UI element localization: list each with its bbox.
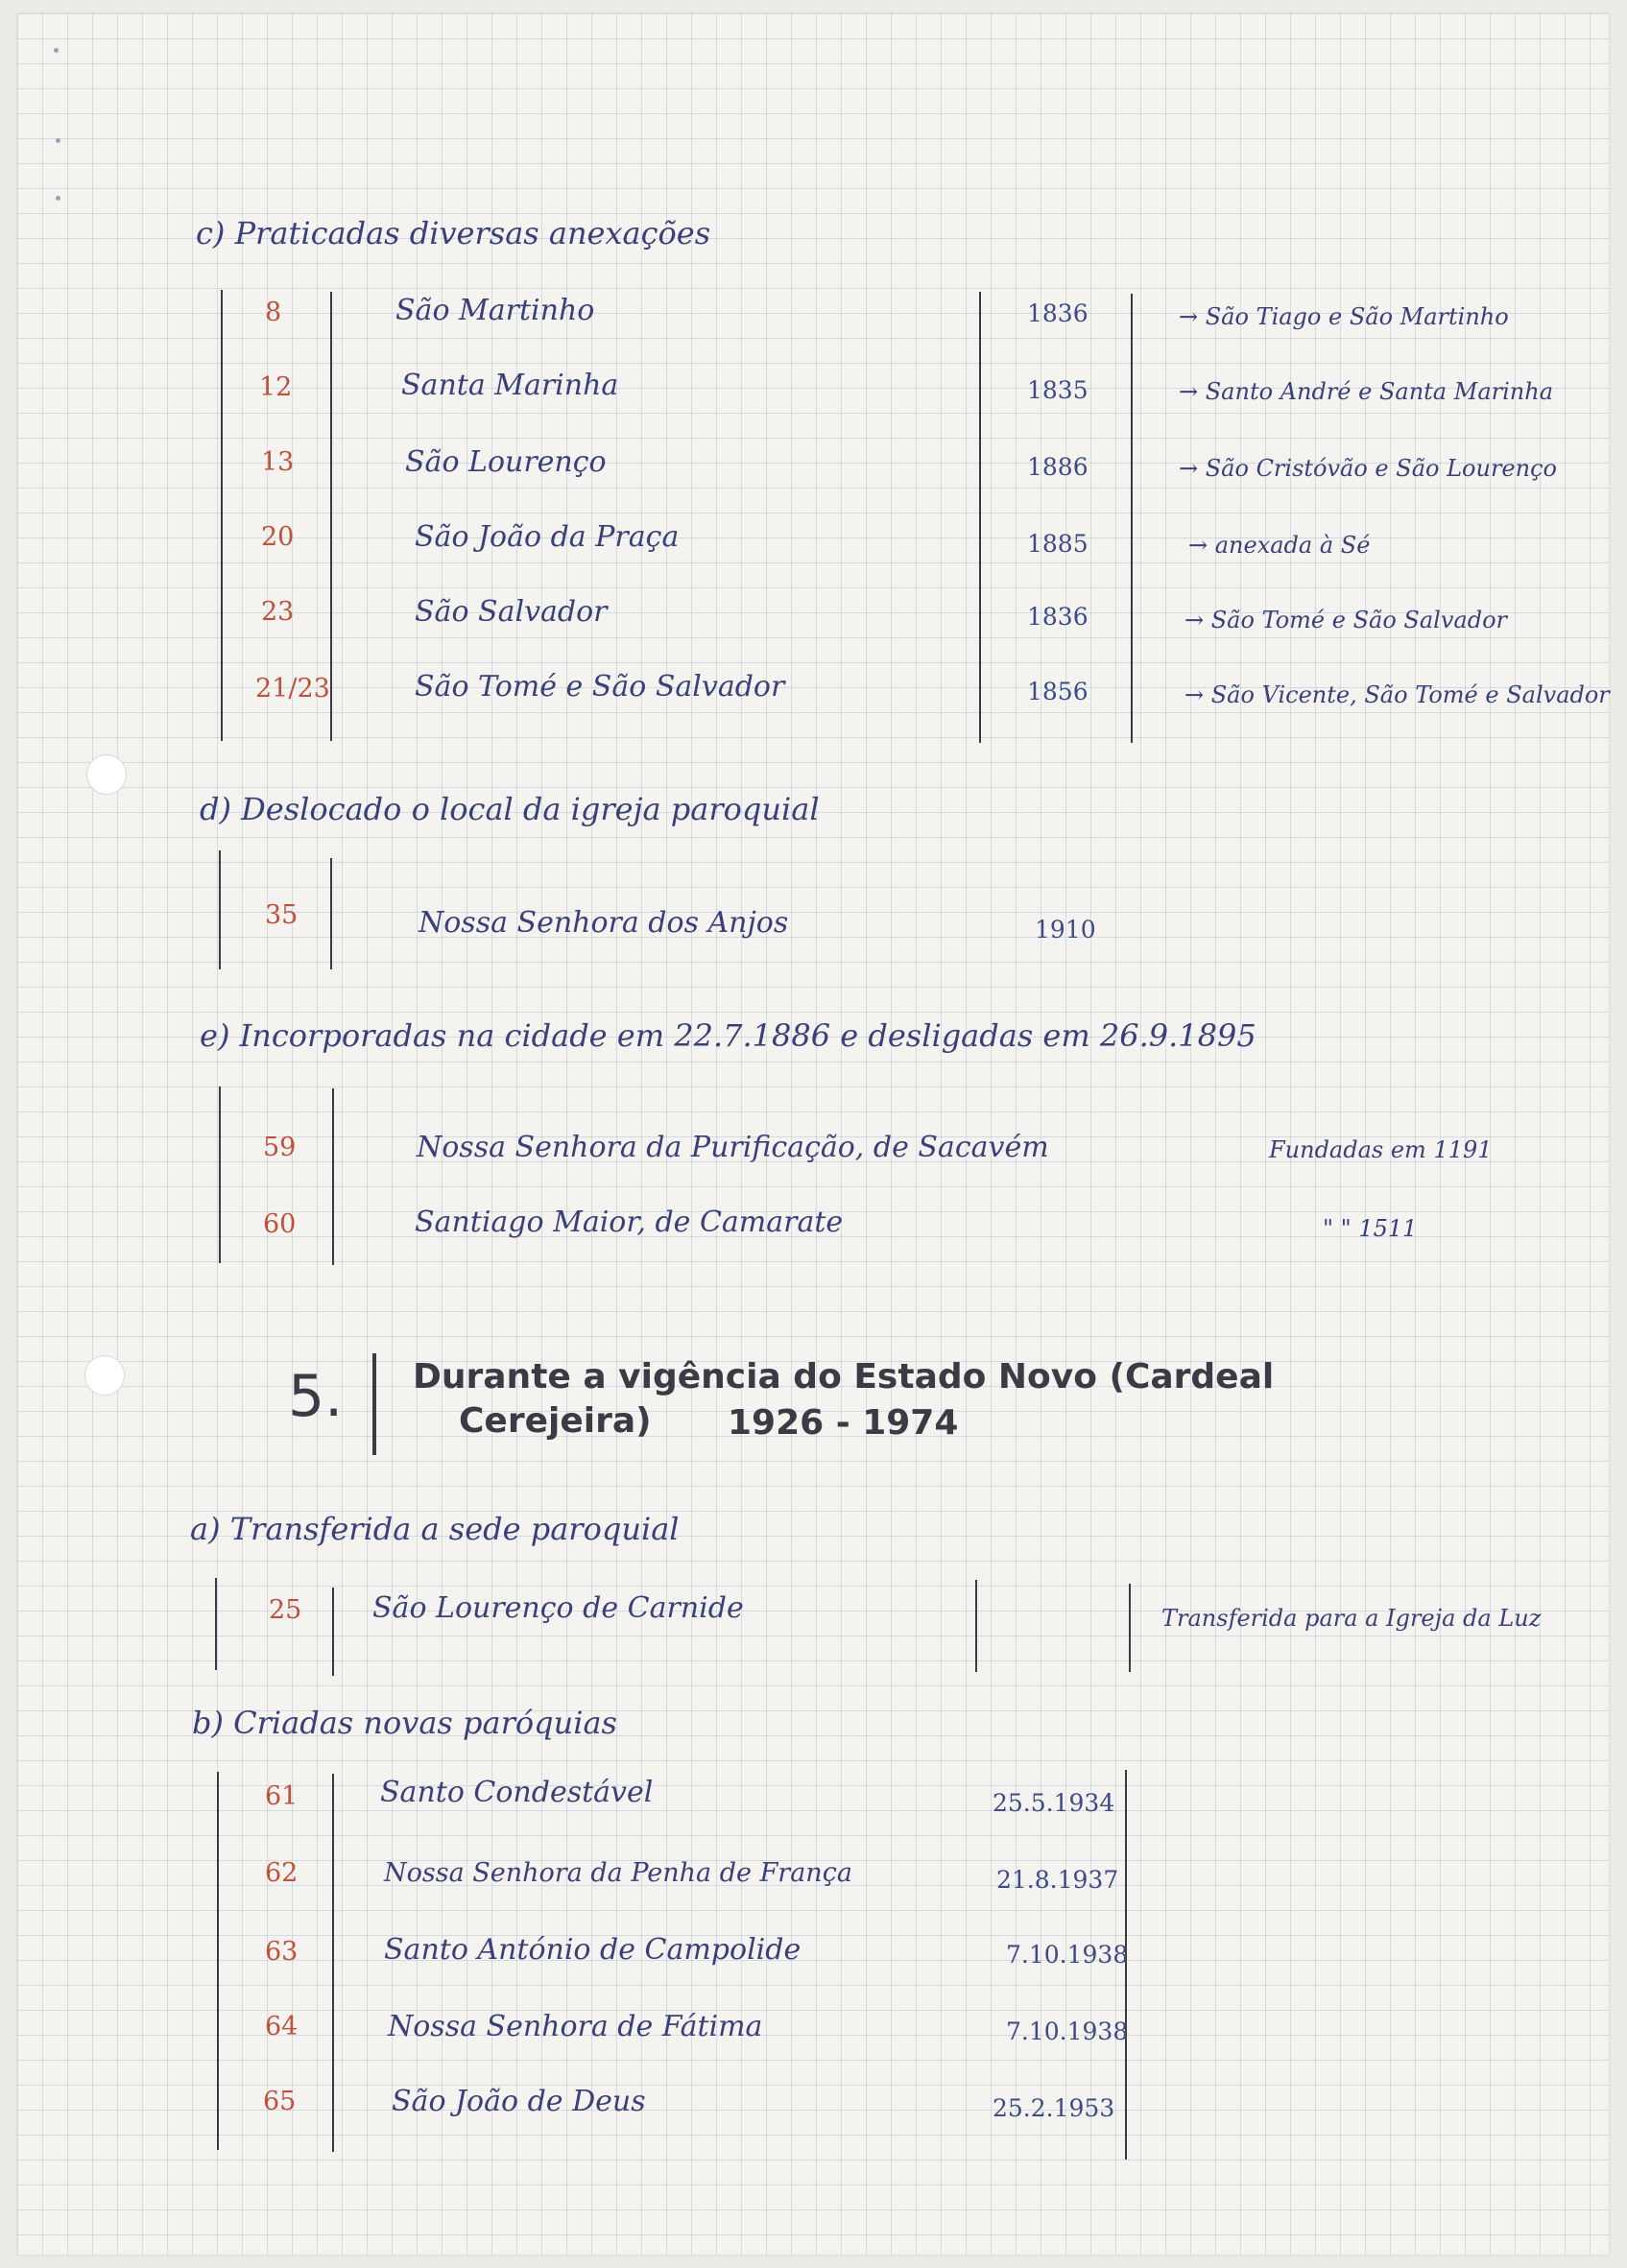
parish-year: 1836 <box>1027 603 1089 631</box>
transfer-note: Transferida para a Igreja da Luz <box>1161 1605 1542 1632</box>
parish-name: Santo António de Campolide <box>384 1933 802 1967</box>
parish-year: 1886 <box>1027 453 1089 481</box>
section-a-mid-rule <box>975 1580 977 1672</box>
parish-number: 35 <box>265 900 299 930</box>
margin-speck <box>56 138 60 143</box>
annexation-note: → São Tomé e São Salvador <box>1184 607 1507 633</box>
parish-number: 21/23 <box>255 674 330 704</box>
section-5-number: 5. <box>288 1363 344 1430</box>
section-c-year-left-rule <box>979 292 981 743</box>
parish-number: 61 <box>265 1781 299 1811</box>
parish-number: 25 <box>269 1595 302 1625</box>
parish-number: 23 <box>261 597 295 627</box>
parish-name: São Salvador <box>415 595 608 629</box>
section-c-num-rule <box>330 292 332 741</box>
parish-number: 8 <box>265 298 282 327</box>
annexation-note: → São Tiago e São Martinho <box>1179 303 1509 330</box>
parish-number: 63 <box>265 1937 299 1967</box>
annexation-note: → anexada à Sé <box>1188 532 1371 559</box>
parish-name: Nossa Senhora de Fátima <box>388 2010 763 2043</box>
section-e-left-rule <box>219 1086 221 1263</box>
punch-hole-lower <box>84 1355 125 1396</box>
parish-name: São Tomé e São Salvador <box>415 670 785 704</box>
parish-year: 1836 <box>1027 299 1089 327</box>
margin-speck <box>56 196 60 201</box>
parish-year: 1835 <box>1027 376 1089 404</box>
section-c-heading: c) Praticadas diversas anexações <box>196 215 711 251</box>
creation-date: 21.8.1937 <box>996 1866 1119 1894</box>
section-e-num-rule <box>332 1088 334 1265</box>
section-b-heading: b) Criadas novas paróquias <box>192 1705 617 1741</box>
section-a-num-rule <box>332 1588 334 1676</box>
parish-number: 64 <box>265 2012 299 2041</box>
parish-year: 1910 <box>1035 916 1096 943</box>
parish-number: 12 <box>259 372 293 402</box>
parish-number: 20 <box>261 522 295 552</box>
section-e-heading: e) Incorporadas na cidade em 22.7.1886 e desligadas em 26.9.1895 <box>200 1017 1256 1054</box>
section-5-years: 1926 - 1974 <box>728 1403 959 1443</box>
parish-name: São João de Deus <box>392 2085 646 2118</box>
creation-date: 7.10.1938 <box>1006 1941 1129 1969</box>
section-5-title: Durante a vigência do Estado Novo (Cardeal <box>413 1357 1275 1397</box>
parish-name: São João da Praça <box>415 520 680 554</box>
parish-number: 59 <box>263 1133 297 1162</box>
parish-name: Nossa Senhora da Penha de França <box>384 1858 852 1888</box>
creation-date: 7.10.1938 <box>1006 2017 1129 2045</box>
annexation-note: → Santo André e Santa Marinha <box>1179 378 1553 405</box>
section-5-title-cont: Cerejeira) <box>459 1401 652 1441</box>
section-d-heading: d) Deslocado o local da igreja paroquial <box>200 791 820 827</box>
parish-name: São Lourenço <box>405 445 607 479</box>
annexation-note: → São Vicente, São Tomé e Salvador <box>1184 681 1610 708</box>
section-5-rule <box>372 1353 376 1455</box>
section-c-left-rule <box>221 290 223 741</box>
parish-year: 1885 <box>1027 530 1089 558</box>
creation-date: 25.2.1953 <box>993 2094 1115 2122</box>
section-a-heading: a) Transferida a sede paroquial <box>190 1511 680 1547</box>
punch-hole-upper <box>86 754 127 795</box>
parish-name: Santo Condestável <box>380 1776 654 1809</box>
parish-name: Nossa Senhora da Purificação, de Sacavém <box>417 1131 1049 1164</box>
section-a-right-rule <box>1129 1584 1131 1672</box>
creation-date: 25.5.1934 <box>993 1789 1115 1817</box>
parish-number: 65 <box>263 2087 297 2116</box>
section-c-year-right-rule <box>1131 294 1133 743</box>
founding-note: Fundadas em 1191 <box>1269 1136 1493 1163</box>
parish-name: Santiago Maior, de Camarate <box>415 1206 844 1239</box>
parish-name: São Martinho <box>395 294 595 327</box>
parish-name: Santa Marinha <box>401 369 619 402</box>
section-a-left-rule <box>215 1578 217 1670</box>
founding-note: " " 1511 <box>1323 1215 1418 1242</box>
parish-name: Nossa Senhora dos Anjos <box>419 906 789 940</box>
parish-year: 1856 <box>1027 678 1089 705</box>
section-d-left-rule <box>219 850 221 969</box>
parish-number: 13 <box>261 447 295 477</box>
notebook-page <box>17 13 1609 2255</box>
parish-name: São Lourenço de Carnide <box>372 1591 744 1625</box>
parish-number: 62 <box>265 1858 299 1888</box>
parish-number: 60 <box>263 1209 297 1239</box>
annexation-note: → São Cristóvão e São Lourenço <box>1179 455 1557 482</box>
section-b-left-rule <box>217 1772 219 2150</box>
section-b-num-rule <box>332 1774 334 2152</box>
section-d-num-rule <box>330 858 332 969</box>
margin-speck <box>54 48 59 53</box>
